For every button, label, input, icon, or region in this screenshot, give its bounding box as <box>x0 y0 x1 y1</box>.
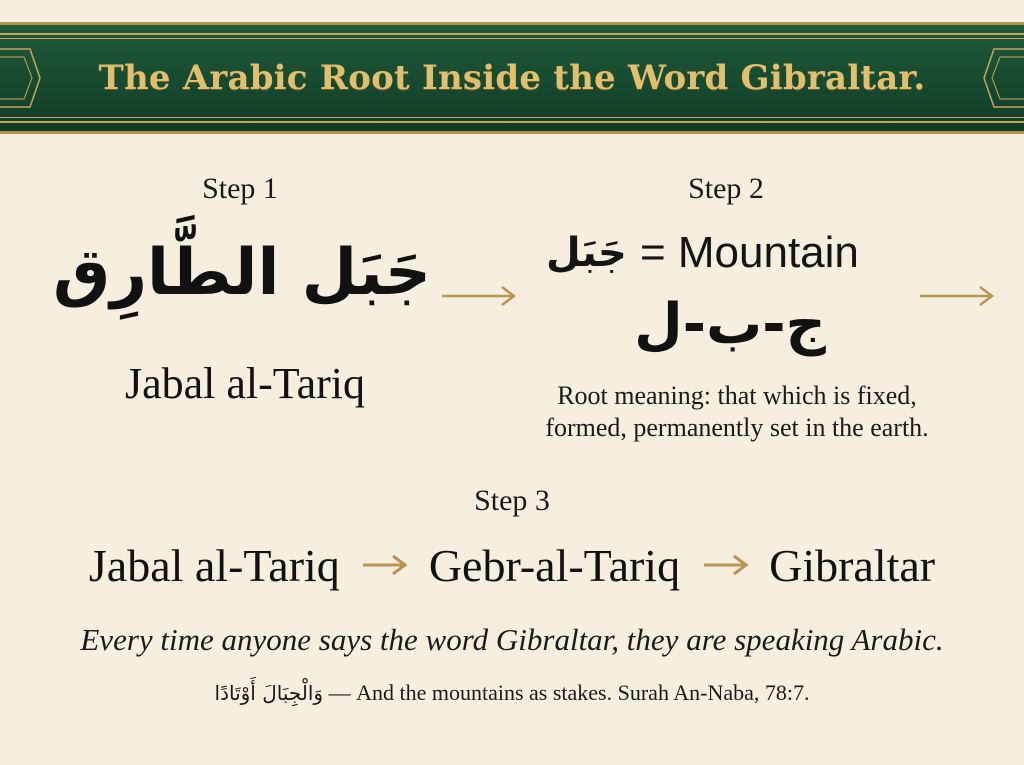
root-meaning-line: Root meaning: that which is fixed, <box>557 381 917 410</box>
step3-label: Step 3 <box>474 484 550 517</box>
step2-arabic-word: جَبَل <box>546 230 627 276</box>
step1-arabic-phrase: جَبَل الطَّارِق <box>52 236 432 310</box>
right-arrow-icon <box>440 282 518 310</box>
verse-translation: — And the mountains as stakes. Surah An-Naba, 78:7. <box>323 680 810 705</box>
title-banner <box>0 22 1024 134</box>
step2-label: Step 2 <box>688 172 764 205</box>
step3-chain <box>0 534 1024 594</box>
quran-verse <box>0 680 1024 706</box>
banner-rule <box>0 121 1024 123</box>
step2-root-meaning <box>502 380 972 444</box>
right-arrow-icon <box>918 282 996 310</box>
step2-word-meaning: = Mountain <box>639 228 859 277</box>
step2-word-row <box>546 228 916 288</box>
step1-label: Step 1 <box>202 172 278 205</box>
step2-root-letters: ج-ب-ل <box>634 292 826 357</box>
banner-rule <box>0 38 1024 39</box>
step1-transliteration: Jabal al-Tariq <box>124 359 366 408</box>
root-meaning-line: formed, permanently set in the earth. <box>545 413 929 442</box>
page-title: The Arabic Root Inside the Word Gibraltar. <box>98 58 926 98</box>
chain-item: Jabal al-Tariq <box>88 539 340 591</box>
banner-rule <box>0 33 1024 35</box>
chain-item: Gibraltar <box>769 539 936 591</box>
tagline: Every time anyone says the word Gibraltar, they are speaking Arabic. <box>80 622 944 657</box>
right-arrow-icon <box>359 550 409 580</box>
banner-rule <box>0 117 1024 118</box>
right-arrow-icon <box>700 550 750 580</box>
chain-item: Gebr-al-Tariq <box>428 539 681 591</box>
verse-arabic: وَالْجِبَالَ أَوْتَادًا <box>214 681 324 705</box>
